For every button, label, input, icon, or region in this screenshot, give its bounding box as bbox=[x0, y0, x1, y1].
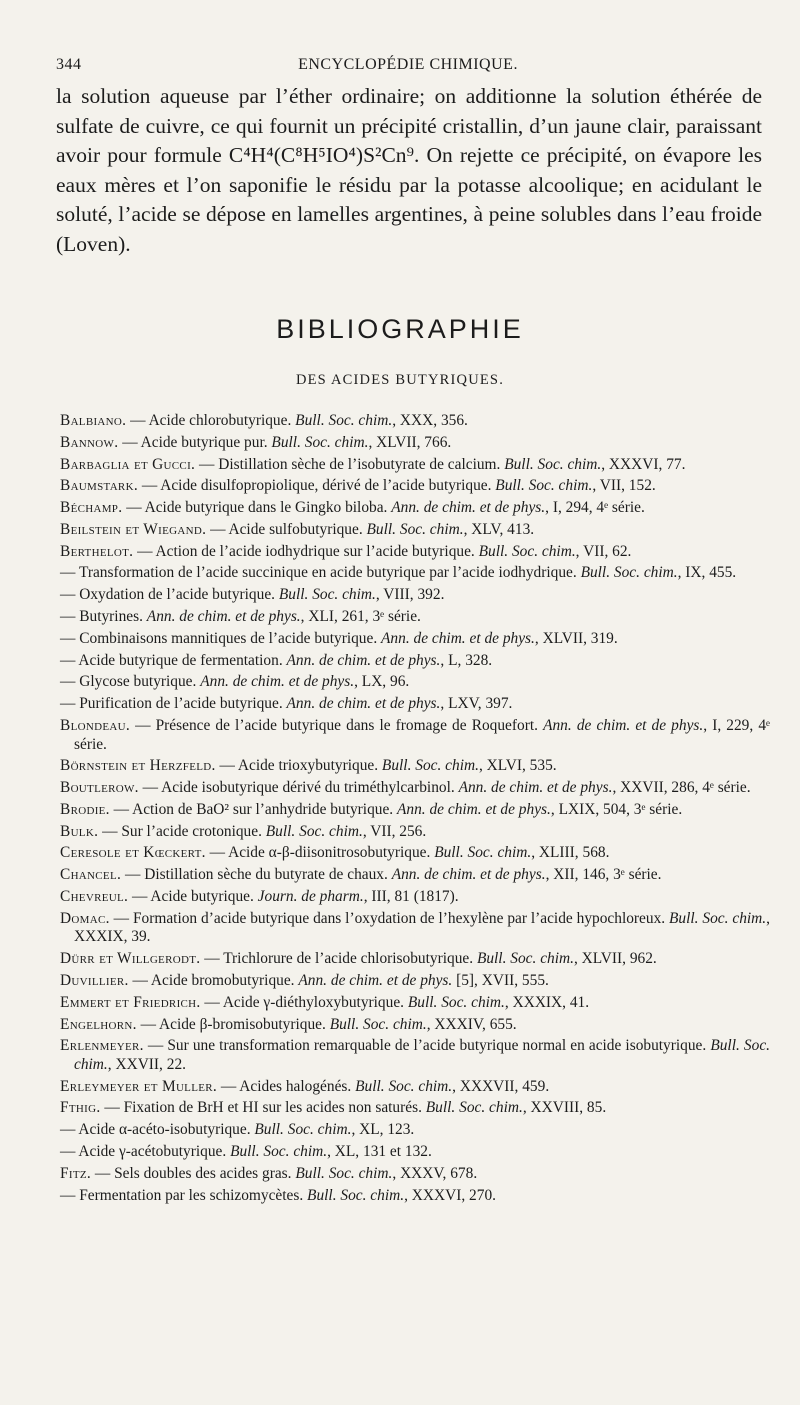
entry-journal: Bull. Soc. chim. bbox=[355, 1077, 453, 1095]
bibliography-entry bbox=[60, 950, 770, 969]
running-title: ENCYCLOPÉDIE CHIMIQUE. bbox=[298, 56, 518, 73]
entry-reference: , III, 81 (1817). bbox=[363, 888, 459, 905]
page-number: 344 bbox=[56, 56, 82, 73]
bibliography-entry bbox=[60, 1016, 770, 1035]
entry-title: Acide bromobutyrique. bbox=[150, 971, 299, 989]
entry-title: Trichlorure de l’acide chlorisobutyrique. bbox=[223, 950, 477, 968]
entry-separator: — bbox=[60, 564, 79, 582]
entry-title: Acide β-bromisobutyrique. bbox=[159, 1015, 330, 1033]
entry-title: Acide γ-diéthyloxybutyrique. bbox=[222, 993, 408, 1011]
entry-reference: , XLIII, 568. bbox=[531, 844, 610, 862]
entry-separator: — bbox=[60, 1186, 80, 1204]
entry-title: Acide isobutyrique dérivé du triméthylcarbinol. bbox=[161, 779, 459, 797]
entry-reference: , XLVII, 766. bbox=[368, 433, 452, 451]
bibliography-entry bbox=[60, 586, 770, 605]
entry-separator: — bbox=[60, 651, 79, 669]
entry-reference: , XXVII, 22. bbox=[107, 1055, 186, 1073]
entry-author: Domac. bbox=[60, 909, 110, 927]
entry-journal: Bull. Soc. chim. bbox=[74, 1037, 770, 1073]
entry-separator: — bbox=[60, 586, 80, 604]
entry-title: Acide butyrique. bbox=[150, 888, 258, 905]
entry-reference: , XXXV, 678. bbox=[392, 1164, 478, 1182]
entry-journal: Bull. Soc. chim. bbox=[407, 993, 505, 1011]
entry-separator: — bbox=[60, 629, 80, 647]
entry-title: Purification de l’acide butyrique. bbox=[79, 695, 287, 713]
entry-reference: , XXXIX, 41. bbox=[504, 993, 590, 1011]
entry-journal: Bull. Soc. chim. bbox=[254, 1121, 352, 1139]
bibliography-entry bbox=[60, 630, 770, 649]
entry-title: Action de BaO² sur l’anhydride butyrique. bbox=[132, 800, 397, 818]
bibliography-entry bbox=[60, 779, 770, 798]
entry-reference: , VIII, 392. bbox=[375, 586, 445, 604]
bibliography-entry bbox=[60, 412, 770, 431]
entry-title: Combinaisons mannitiques de l’acide butyrique. bbox=[79, 629, 382, 647]
entry-separator: — bbox=[205, 844, 229, 862]
entry-title: Transformation de l’acide succinique en acide butyrique par l’acide iodhydrique. bbox=[78, 564, 581, 582]
entry-separator: — bbox=[128, 888, 151, 905]
entry-journal: Ann. de chim. et de phys. bbox=[397, 800, 551, 818]
bibliography-entry bbox=[60, 1165, 770, 1184]
entry-journal: Bull. Soc. chim. bbox=[295, 412, 393, 429]
entry-separator: — bbox=[143, 1037, 168, 1055]
bibliography-entry bbox=[60, 757, 770, 776]
entry-journal: Bull. Soc. chim. bbox=[366, 520, 464, 538]
bibliography-entry bbox=[60, 652, 770, 671]
entry-journal: Ann. de chim. et de phys. bbox=[543, 716, 704, 734]
bibliography-entry bbox=[60, 499, 770, 518]
entry-journal: Bull. Soc. chim. bbox=[307, 1186, 405, 1204]
entry-author: Chevreul. bbox=[60, 888, 129, 905]
entry-reference: , XLVII, 319. bbox=[534, 629, 618, 647]
entry-title: Acide sulfobutyrique. bbox=[228, 520, 367, 538]
entry-separator: — bbox=[100, 1099, 124, 1117]
bibliography-entry bbox=[60, 1187, 770, 1206]
entry-title: Sur l’acide crotonique. bbox=[121, 822, 266, 840]
entry-title: Sur une transformation remarquable de l’acide butyrique normal en acide isobutyrique. bbox=[167, 1037, 711, 1055]
entry-reference: , XXXVII, 459. bbox=[452, 1077, 550, 1095]
entry-separator: — bbox=[137, 477, 161, 495]
entry-title: Fermentation par les schizomycètes. bbox=[79, 1186, 308, 1204]
entry-author: Engelhorn. bbox=[60, 1015, 137, 1033]
entry-journal: Ann. de chim. et de phys. bbox=[298, 971, 453, 989]
entry-title: Fixation de BrH et HI sur les acides non saturés. bbox=[123, 1099, 426, 1117]
bibliography-list bbox=[60, 412, 770, 1208]
entry-title: Acide chlorobutyrique. bbox=[148, 412, 296, 429]
entry-journal: Bull. Soc. chim. bbox=[265, 822, 363, 840]
entry-journal: Ann. de chim. et de phys. bbox=[458, 779, 613, 797]
bibliography-title: BIBLIOGRAPHIE bbox=[276, 314, 524, 344]
bibliography-entry bbox=[60, 866, 770, 885]
bibliography-entry bbox=[60, 1037, 770, 1074]
entry-separator: — bbox=[109, 800, 133, 818]
entry-author: Emmert et Friedrich. bbox=[60, 993, 201, 1011]
entry-author: Fthig. bbox=[60, 1099, 101, 1117]
bibliography-entry bbox=[60, 521, 770, 540]
entry-title: Oxydation de l’acide butyrique. bbox=[79, 586, 279, 604]
entry-journal: Bull. Soc. chim. bbox=[329, 1015, 427, 1033]
entry-separator: — bbox=[200, 993, 223, 1011]
bibliography-entry bbox=[60, 910, 770, 947]
entry-separator: — bbox=[206, 520, 229, 538]
entry-author: Fitz. bbox=[60, 1164, 92, 1182]
entry-separator: — bbox=[215, 757, 238, 775]
entry-separator: — bbox=[109, 909, 133, 927]
entry-author: Börnstein et Herzfeld. bbox=[60, 757, 216, 775]
entry-reference: , XLV, 413. bbox=[463, 520, 535, 538]
entry-author: Balbiano. bbox=[60, 412, 127, 429]
entry-title: Action de l’acide iodhydrique sur l’acide butyrique. bbox=[155, 542, 479, 560]
entry-journal: Ann. de chim. et de phys. bbox=[200, 673, 355, 691]
bibliography-entry bbox=[60, 717, 770, 754]
entry-reference: , XL, 131 et 132. bbox=[327, 1143, 432, 1160]
bibliography-subtitle: DES ACIDES BUTYRIQUES. bbox=[295, 372, 505, 388]
entry-journal: Ann. de chim. et de phys. bbox=[381, 629, 535, 647]
intro-paragraph-block bbox=[56, 82, 762, 259]
entry-author: Erleymeyer et Muller. bbox=[60, 1077, 218, 1095]
entry-reference: , XII, 146, 3ᵉ série. bbox=[545, 866, 662, 884]
entry-title: Acide butyrique dans le Gingko biloba. bbox=[144, 499, 392, 517]
bibliography-entry bbox=[60, 695, 770, 714]
entry-journal: Bull. Soc. chim. bbox=[580, 564, 678, 582]
entry-author: Boutlerow. bbox=[60, 779, 139, 797]
entry-author: Béchamp. bbox=[60, 499, 123, 517]
bibliography-entry bbox=[60, 994, 770, 1013]
entry-separator: — bbox=[118, 433, 141, 451]
entry-author: Baumstark. bbox=[60, 477, 138, 495]
entry-reference: , VII, 152. bbox=[592, 477, 656, 495]
entry-separator: — bbox=[60, 608, 80, 626]
entry-journal: Bull. Soc. chim. bbox=[478, 542, 576, 560]
entry-reference: , XXXIX, 39. bbox=[74, 909, 771, 946]
entry-separator: — bbox=[138, 779, 162, 797]
entry-journal: Bull. Soc. chim. bbox=[669, 909, 767, 927]
entry-separator: — bbox=[200, 950, 224, 968]
entry-title: Distillation sèche du butyrate de chaux. bbox=[144, 866, 392, 884]
entry-title: Sels doubles des acides gras. bbox=[114, 1164, 296, 1182]
entry-journal: Ann. de chim. et de phys. bbox=[286, 695, 441, 713]
entry-journal: Bull. Soc. chim. bbox=[230, 1143, 328, 1160]
entry-journal: Bull. Soc. chim. bbox=[504, 455, 602, 473]
entry-author: Ceresole et Kœckert. bbox=[60, 844, 206, 862]
entry-journal: Ann. de chim. et de phys. bbox=[391, 866, 546, 884]
entry-separator: — bbox=[217, 1077, 240, 1095]
entry-author: Dürr et Willgerodt. bbox=[60, 950, 201, 968]
entry-journal: Ann. de chim. et de phys. bbox=[146, 608, 301, 626]
entry-separator: — bbox=[122, 499, 145, 517]
entry-journal: Bull. Soc. chim. bbox=[425, 1099, 523, 1117]
bibliography-entry bbox=[60, 1078, 770, 1097]
entry-journal: Bull. Soc. chim. bbox=[271, 433, 369, 451]
entry-title: Acide γ-acétobutyrique. bbox=[78, 1143, 231, 1160]
entry-author: Berthelot. bbox=[60, 542, 134, 560]
entry-reference: , VII, 62. bbox=[575, 542, 632, 560]
bibliography-entry bbox=[60, 673, 770, 692]
bibliography-entry bbox=[60, 608, 770, 627]
entry-author: Blondeau. bbox=[60, 716, 130, 734]
entry-reference: , XXVII, 286, 4ᵉ série. bbox=[612, 779, 751, 797]
entry-title: Glycose butyrique. bbox=[79, 673, 201, 691]
entry-title: Butyrines. bbox=[79, 608, 147, 626]
entry-title: Acide disulfopropiolique, dérivé de l’acide butyrique. bbox=[160, 477, 496, 495]
entry-title: Acides halogénés. bbox=[239, 1077, 356, 1095]
bibliography-entry bbox=[60, 543, 770, 562]
bibliography-entry bbox=[60, 477, 770, 496]
entry-journal: Bull. Soc. chim. bbox=[495, 477, 593, 495]
entry-reference: , XXX, 356. bbox=[392, 412, 468, 429]
entry-author: Brodie. bbox=[60, 800, 110, 818]
entry-reference: , I, 294, 4ᵉ série. bbox=[545, 499, 645, 517]
running-header bbox=[56, 52, 760, 80]
bibliography-entry bbox=[60, 1143, 770, 1162]
entry-separator: — bbox=[98, 822, 122, 840]
entry-reference: , I, 229, 4ᵉ série. bbox=[74, 716, 770, 753]
entry-separator: — bbox=[195, 455, 219, 473]
entry-title: Acide trioxybutyrique. bbox=[237, 757, 382, 775]
entry-reference: , VII, 256. bbox=[362, 822, 427, 840]
entry-journal: Ann. de chim. et de phys. bbox=[391, 499, 546, 517]
entry-title: Distillation sèche de l’isobutyrate de calcium. bbox=[218, 455, 505, 473]
entry-author: Bulk. bbox=[60, 822, 99, 840]
entry-title: Acide butyrique pur. bbox=[140, 433, 272, 451]
entry-separator: — bbox=[121, 866, 145, 884]
entry-title: Acide α-acéto-isobutyrique. bbox=[78, 1121, 255, 1139]
entry-title: Formation d’acide butyrique dans l’oxydation de l’hexylène par l’acide hypochloreux. bbox=[132, 909, 670, 927]
entry-reference: , XXXIV, 655. bbox=[426, 1015, 517, 1033]
entry-title: Présence de l’acide butyrique dans le fromage de Roquefort. bbox=[155, 716, 544, 734]
entry-separator: — bbox=[136, 1015, 159, 1033]
entry-journal: Bull. Soc. chim. bbox=[381, 757, 479, 775]
entry-author: Erlenmeyer. bbox=[60, 1037, 144, 1055]
bibliography-entry bbox=[60, 434, 770, 453]
entry-separator: — bbox=[129, 716, 156, 734]
bibliography-entry bbox=[60, 823, 770, 842]
entry-separator: — bbox=[91, 1164, 115, 1182]
entry-reference: , XLI, 261, 3ᵉ série. bbox=[300, 608, 421, 626]
bibliography-entry bbox=[60, 1099, 770, 1118]
entry-journal: Bull. Soc. chim. bbox=[278, 586, 376, 604]
entry-journal: Bull. Soc. chim. bbox=[476, 950, 574, 968]
entry-author: Beilstein et Wiegand. bbox=[60, 520, 207, 538]
entry-title: Acide α-β-diisonitrosobutyrique. bbox=[228, 844, 435, 862]
entry-journal: Ann. de chim. et de phys. bbox=[286, 651, 441, 669]
entry-reference: , IX, 455. bbox=[677, 564, 737, 582]
bibliography-entry bbox=[60, 456, 770, 475]
entry-journal: Bull. Soc. chim. bbox=[434, 844, 532, 862]
entry-author: Chancel. bbox=[60, 866, 122, 884]
entry-journal: Bull. Soc. chim. bbox=[295, 1164, 393, 1182]
entry-reference: [5], XVII, 555. bbox=[452, 971, 549, 989]
bibliography-entry bbox=[60, 564, 770, 583]
entry-reference: , XLVI, 535. bbox=[478, 757, 557, 775]
entry-separator: — bbox=[126, 412, 149, 429]
entry-reference: , XLVII, 962. bbox=[573, 950, 657, 968]
entry-reference: , LX, 96. bbox=[354, 673, 410, 691]
entry-reference: , L, 328. bbox=[440, 651, 493, 669]
entry-reference: , XXXVI, 77. bbox=[601, 455, 686, 473]
entry-reference: , XXXVI, 270. bbox=[404, 1186, 496, 1204]
entry-reference: , XL, 123. bbox=[351, 1121, 415, 1139]
entry-separator: — bbox=[60, 673, 80, 691]
bibliography-entry bbox=[60, 888, 770, 907]
bibliography-entry bbox=[60, 801, 770, 820]
entry-separator: — bbox=[60, 1121, 79, 1139]
entry-separator: — bbox=[128, 971, 151, 989]
entry-separator: — bbox=[60, 1143, 79, 1160]
entry-author: Barbaglia et Gucci. bbox=[60, 455, 196, 473]
entry-reference: , XXVIII, 85. bbox=[522, 1099, 607, 1117]
bibliography-entry bbox=[60, 972, 770, 991]
bibliography-entry bbox=[60, 1121, 770, 1140]
intro-paragraph: la solution aqueuse par l’éther ordinaire; on additionne la solution éthérée de sulfate de cuivre, ce qui fournit un précipité cristallin, d’un jaune clair, paraissant avoir pour formule C⁴H⁴(C⁸H⁵IO⁴)S²Cn⁹. On rejette ce précipité, on évapore les eaux mères et l’on saponifie le résidu par la potasse alcoolique; en acidulant le soluté, l’acide se dépose en lamelles argentines, à peine solubles dans l’eau froide (Loven). bbox=[56, 84, 762, 256]
entry-separator: — bbox=[60, 695, 80, 713]
entry-journal: Journ. de pharm. bbox=[257, 888, 364, 905]
entry-author: Bannow. bbox=[60, 433, 119, 451]
entry-title: Acide butyrique de fermentation. bbox=[78, 651, 287, 669]
entry-reference: , LXIX, 504, 3ᵉ série. bbox=[550, 800, 683, 818]
bibliography-entry bbox=[60, 844, 770, 863]
entry-author: Duvillier. bbox=[60, 971, 129, 989]
entry-separator: — bbox=[133, 542, 156, 560]
entry-reference: , LXV, 397. bbox=[440, 695, 513, 713]
